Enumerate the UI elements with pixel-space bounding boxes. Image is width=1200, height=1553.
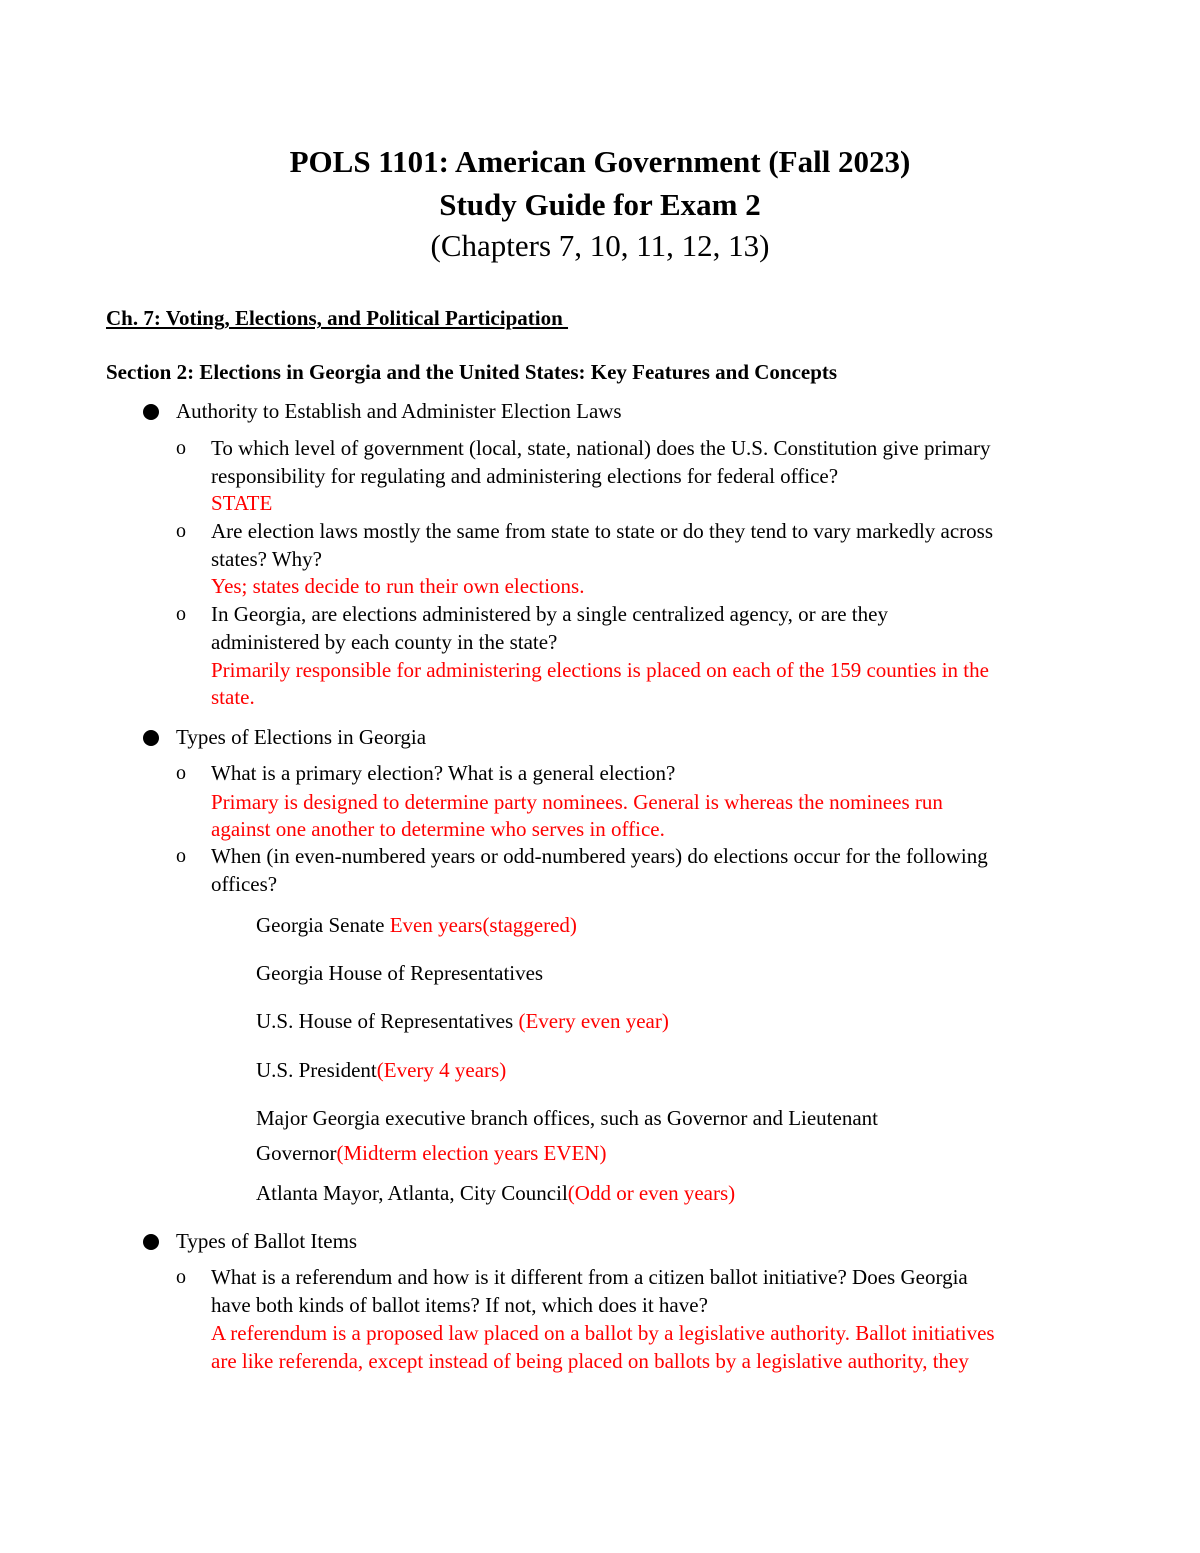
bullet-1 — [143, 404, 159, 420]
office-name: Georgia Senate — [256, 913, 390, 937]
sub-marker: o — [176, 762, 186, 784]
office-item — [256, 1139, 606, 1167]
course-title: POLS 1101: American Government (Fall 2023) — [289, 144, 911, 179]
bullet1-q3-line1: In Georgia, are elections administered by a single centralized agency, or are they — [211, 602, 888, 626]
bullet1-a3-line1: Primarily responsible for administering elections is placed on each of the 159 counties in the — [211, 658, 989, 682]
bullet1-q2-line2: states? Why? — [211, 547, 322, 571]
chapters-subtitle: (Chapters 7, 10, 11, 12, 13) — [430, 228, 770, 263]
bullet1-a2: Yes; states decide to run their own elections. — [211, 574, 585, 598]
sub-marker: o — [176, 603, 186, 625]
office-item — [256, 1104, 878, 1132]
office-item — [256, 959, 543, 987]
bullet3-q1-line2: have both kinds of ballot items? If not, which does it have? — [211, 1293, 708, 1317]
bullet2-label: Types of Elections in Georgia — [176, 725, 427, 749]
bullet3-a1-line2: are like referenda, except instead of being placed on ballots by a legislative authority, they — [211, 1349, 969, 1373]
office-answer: (Midterm election years EVEN) — [336, 1141, 607, 1165]
office-name: Governor — [256, 1141, 337, 1165]
office-name: Atlanta Mayor, Atlanta, City Council — [256, 1181, 568, 1205]
bullet2-q2-line1: When (in even-numbered years or odd-numbered years) do elections occur for the following — [211, 844, 988, 868]
bullet1-q1-line1: To which level of government (local, state, national) does the U.S. Constitution give primary — [211, 436, 991, 460]
bullet3-q1-line1: What is a referendum and how is it different from a citizen ballot initiative? Does Georgia — [211, 1265, 968, 1289]
office-name: Major Georgia executive branch offices, such as Governor and Lieutenant — [256, 1106, 878, 1130]
office-answer: (Every 4 years) — [376, 1058, 507, 1082]
office-item — [256, 911, 577, 939]
office-answer: (Odd or even years) — [567, 1181, 736, 1205]
bullet1-q2-line1: Are election laws mostly the same from state to state or do they tend to vary markedly across — [211, 519, 994, 543]
bullet2-q1: What is a primary election? What is a general election? — [211, 761, 676, 785]
chapter-heading: Ch. 7: Voting, Elections, and Political Participation — [106, 306, 569, 330]
office-item — [256, 1179, 735, 1207]
bullet2-a1-line2: against one another to determine who serves in office. — [211, 817, 665, 841]
sub-marker: o — [176, 437, 186, 459]
sub-marker: o — [176, 845, 186, 867]
office-item — [256, 1007, 669, 1035]
bullet1-q3-line2: administered by each county in the state? — [211, 630, 558, 654]
guide-title: Study Guide for Exam 2 — [439, 187, 761, 222]
sub-marker: o — [176, 1266, 186, 1288]
bullet-3 — [143, 1234, 159, 1250]
bullet3-label: Types of Ballot Items — [176, 1229, 358, 1253]
office-answer: Even years(staggered) — [389, 913, 577, 937]
bullet-2 — [143, 730, 159, 746]
section-heading: Section 2: Elections in Georgia and the United States: Key Features and Concepts — [106, 360, 838, 384]
office-name: Georgia House of Representatives — [256, 961, 544, 985]
sub-marker: o — [176, 520, 186, 542]
office-name: U.S. President — [256, 1058, 377, 1082]
bullet1-label: Authority to Establish and Administer Election Laws — [176, 399, 622, 423]
office-answer: (Every even year) — [518, 1009, 669, 1033]
bullet2-q2-line2: offices? — [211, 872, 278, 896]
bullet1-a3-line2: state. — [211, 685, 255, 709]
bullet1-a1: STATE — [211, 491, 273, 515]
bullet1-q1-line2: responsibility for regulating and administering elections for federal office? — [211, 464, 839, 488]
office-item — [256, 1056, 506, 1084]
office-name: U.S. House of Representatives — [256, 1009, 519, 1033]
bullet3-a1-line1: A referendum is a proposed law placed on a ballot by a legislative authority. Ballot initiatives — [211, 1321, 995, 1345]
bullet2-a1-line1: Primary is designed to determine party nominees. General is whereas the nominees run — [211, 790, 943, 814]
